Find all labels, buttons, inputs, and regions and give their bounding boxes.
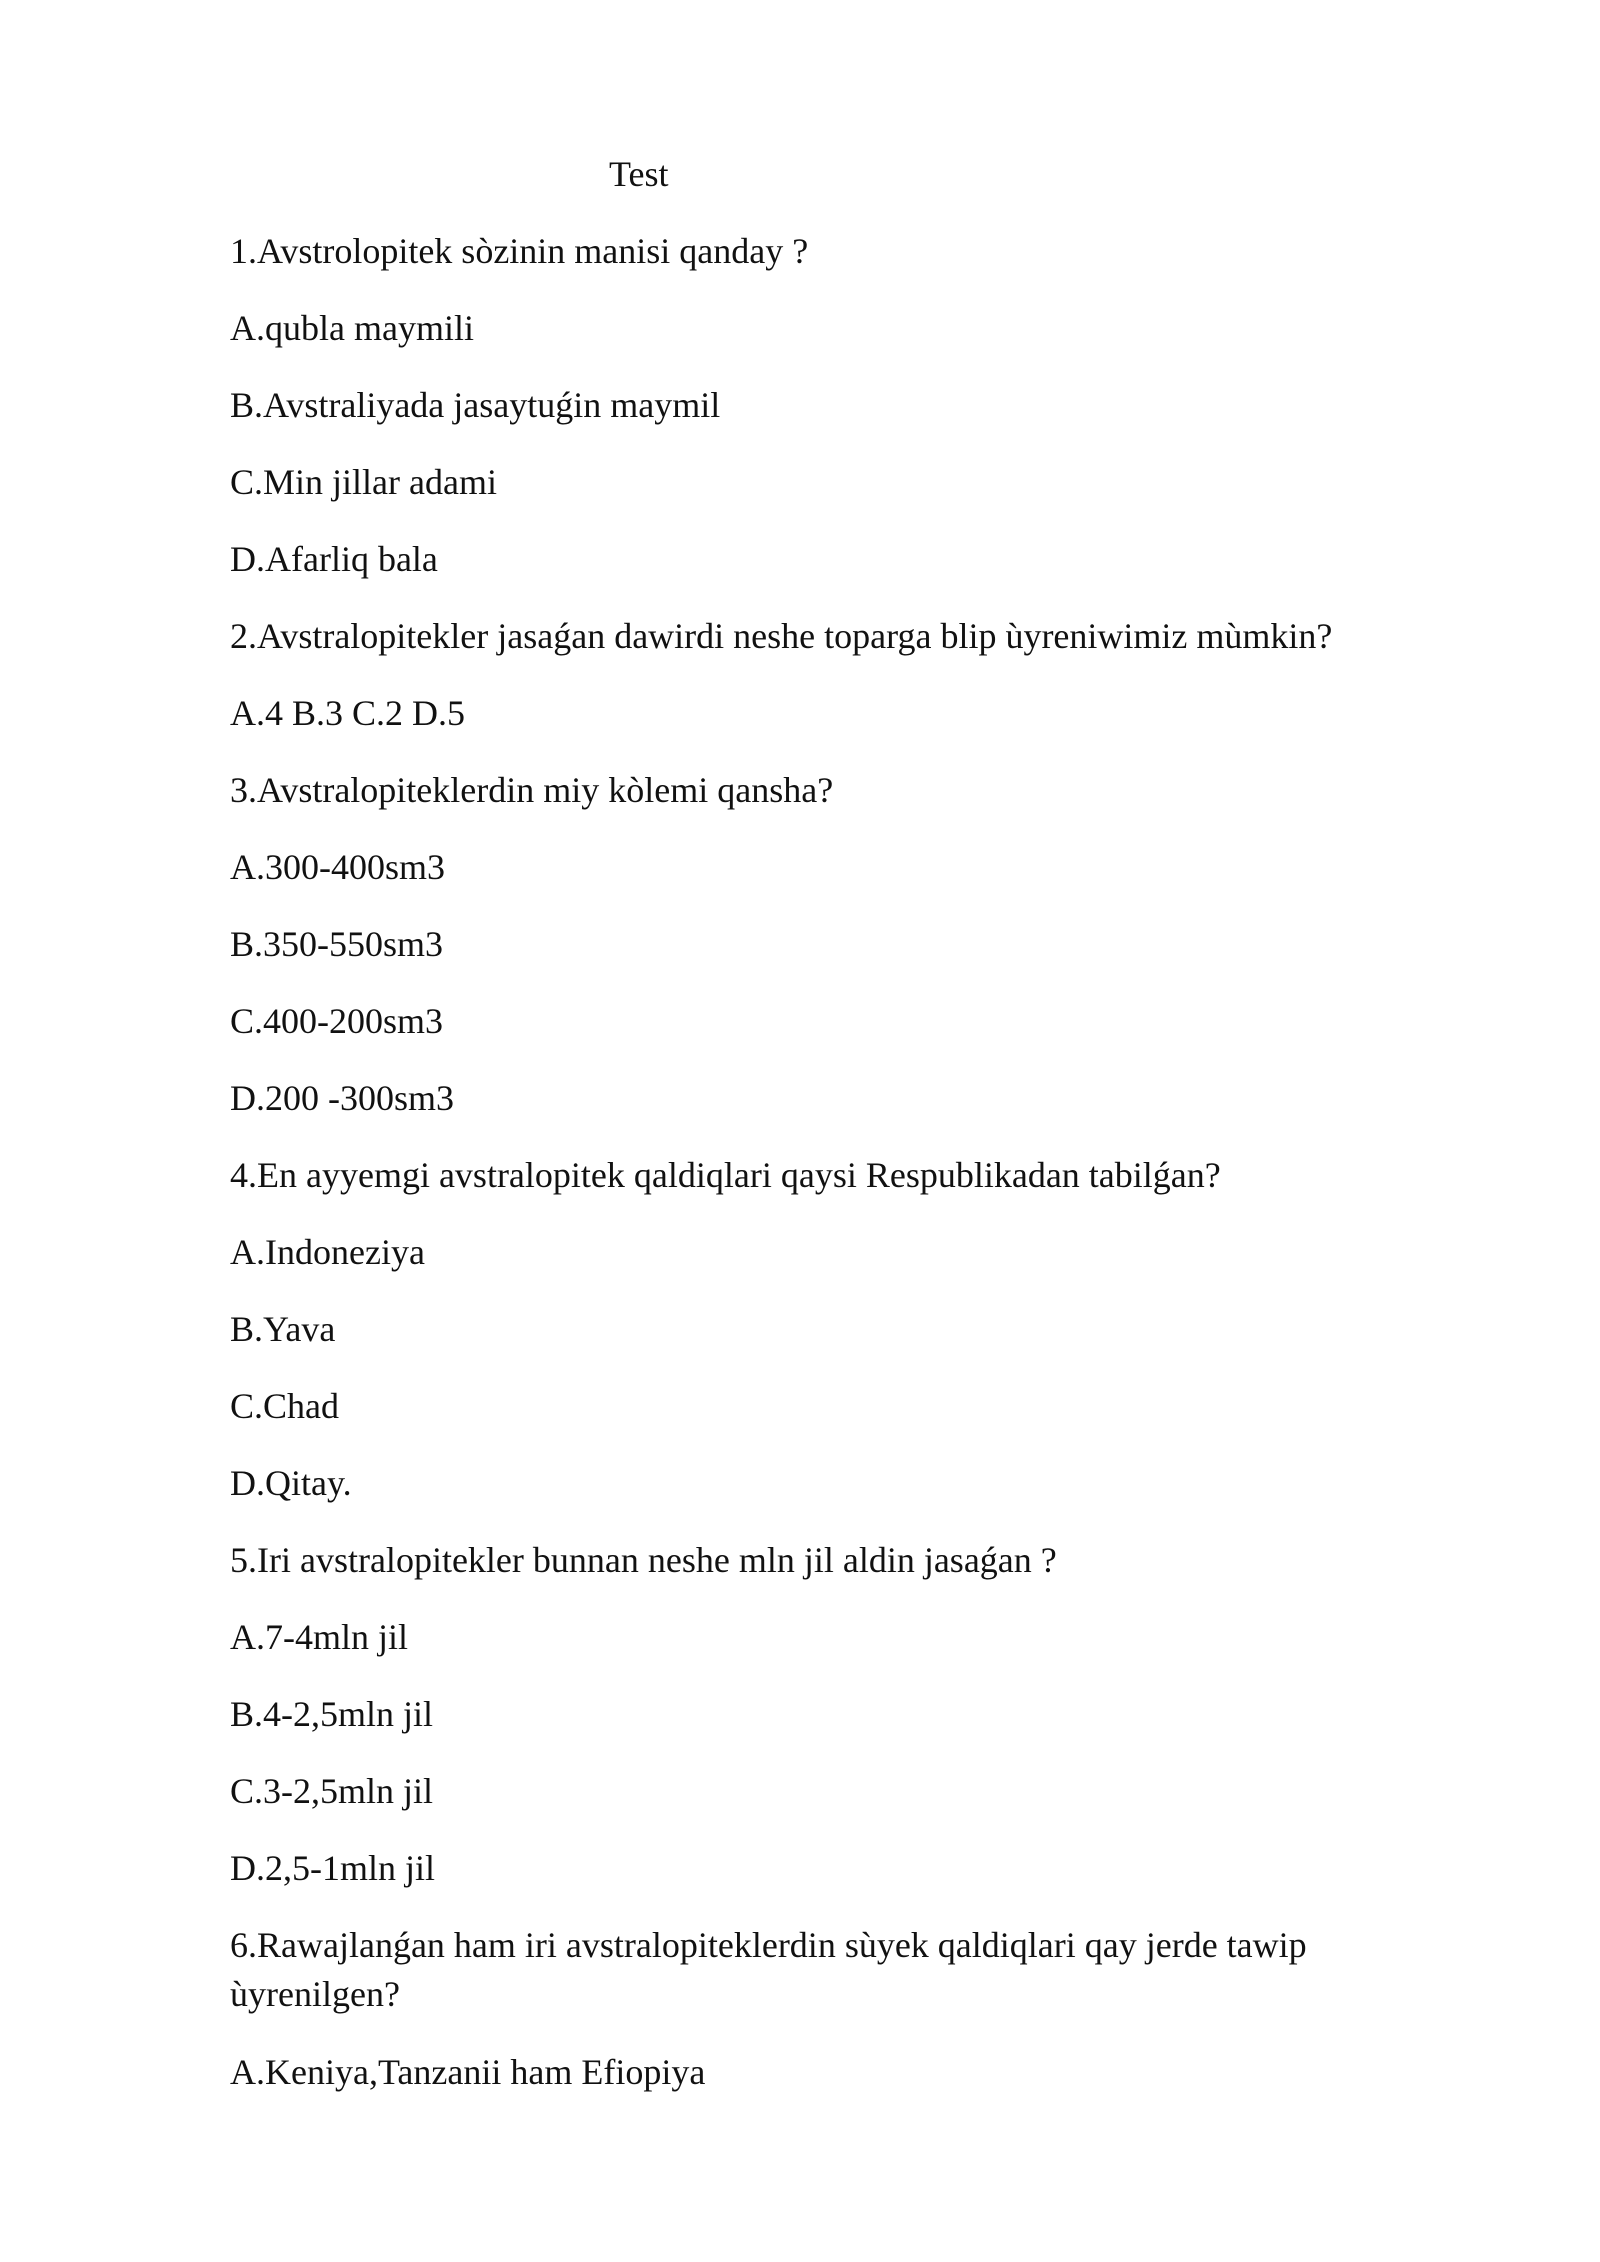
question-5-option-a: A.7-4mln jil [230, 1617, 408, 1657]
question-3-option-a: A.300-400sm3 [230, 847, 445, 887]
question-6-option-a: A.Keniya,Tanzanii ham Efiopiya [230, 2052, 706, 2092]
question-2-options: A.4 B.3 C.2 D.5 [230, 693, 466, 733]
test-content [230, 227, 1410, 2125]
question-5-option-d: D.2,5-1mln jil [230, 1848, 435, 1888]
question-5: 5.Iri avstralopitekler bunnan neshe mln jil aldin jasaǵan ? [230, 1540, 1057, 1580]
question-1: 1.Avstrolopitek sòzinin manisi qanday ? [230, 231, 809, 271]
question-3: 3.Avstralopiteklerdin miy kòlemi qansha? [230, 770, 834, 810]
question-3-option-b: B.350-550sm3 [230, 924, 444, 964]
question-5-option-b: B.4-2,5mln jil [230, 1694, 434, 1734]
question-1-option-c: C.Min jillar adami [230, 462, 497, 502]
question-1-option-b: B.Avstraliyada jasaytuǵin maymil [230, 385, 721, 425]
question-3-option-d: D.200 -300sm3 [230, 1078, 454, 1118]
question-4-option-a: A.Indoneziya [230, 1232, 425, 1272]
page-title: Test [609, 154, 669, 194]
question-5-option-c: C.3-2,5mln jil [230, 1771, 434, 1811]
question-1-option-d: D.Afarliq bala [230, 539, 438, 579]
question-1-option-a: A.qubla maymili [230, 308, 474, 348]
question-4-option-c: C.Chad [230, 1386, 340, 1426]
question-4: 4.En ayyemgi avstralopitek qaldiqlari qaysi Respublikadan tabilǵan? [230, 1155, 1221, 1195]
question-4-option-d: D.Qitay. [230, 1463, 352, 1503]
question-4-option-b: B.Yava [230, 1309, 336, 1349]
question-6: 6.Rawajlanǵan ham iri avstralopiteklerdin sùyek qaldiqlari qay jerde tawip ùyrenilgen? [230, 1925, 1307, 2014]
question-2: 2.Avstralopitekler jasaǵan dawirdi neshe toparga blip ùyreniwimiz mùmkin? [230, 616, 1333, 656]
question-3-option-c: C.400-200sm3 [230, 1001, 444, 1041]
